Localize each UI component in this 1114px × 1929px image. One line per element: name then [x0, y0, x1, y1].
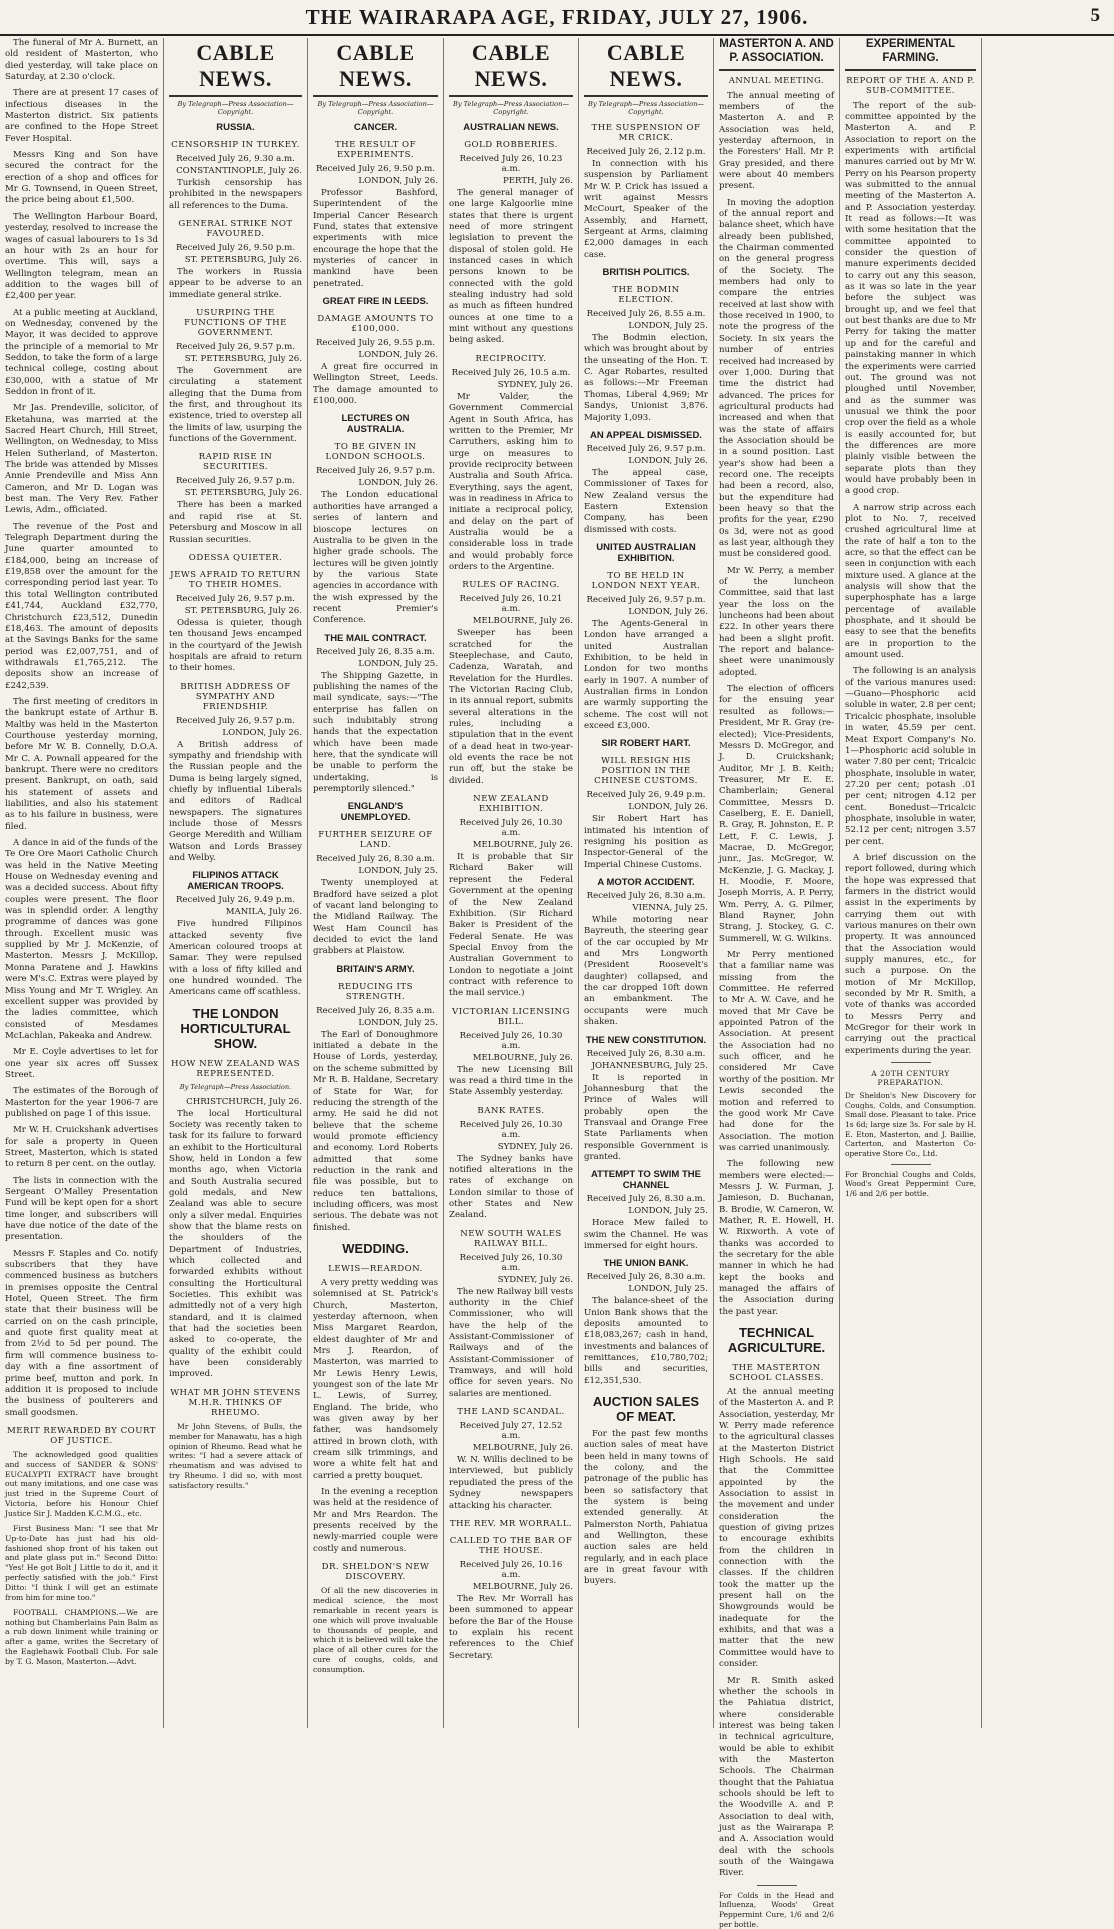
- advertisement-title: A 20TH CENTURY PREPARATION.: [871, 1069, 950, 1088]
- article-heading: FURTHER SEIZURE OF LAND.: [318, 830, 433, 851]
- paragraph: Turkish censorship has prohibited in the newspapers all references to the Duma.: [169, 178, 302, 211]
- place-line: MANILA, July 26.: [225, 907, 302, 918]
- place-line: LONDON, July 25.: [628, 1284, 708, 1295]
- article-title: EXPERIMENTAL FARMING.: [845, 38, 976, 71]
- cable-news-banner: CABLE NEWS.: [449, 38, 573, 97]
- article-heading: GENERAL STRIKE NOT FAVOURED.: [178, 219, 293, 240]
- article-heading: RAPID RISE IN SECURITIES.: [198, 452, 273, 473]
- paragraph: Twenty unemployed at Bradford have seized a plot of vacant land belonging to the Midland Railway. The West Ham Council has decided to evict the land grabbers at Plaistow.: [313, 878, 438, 957]
- column-cable-news-2: [308, 38, 443, 1728]
- dateline: Received July 26, 8.30 a.m.: [586, 891, 706, 902]
- paragraph: The funeral of Mr A. Burnett, an old resident of Masterton, who died yesterday, will take place on Saturday, at 2.30 o'clock.: [5, 38, 158, 83]
- article-heading: JEWS AFRAID TO RETURN TO THEIR HOMES.: [170, 569, 301, 590]
- article-heading: LEWIS—REARDON.: [328, 1263, 423, 1274]
- article-heading: CENSORSHIP IN TURKEY.: [171, 140, 300, 150]
- dateline: Received July 26, 9.50 p.m.: [315, 164, 436, 174]
- section-heading: THE NEW CONSTITUTION.: [585, 1034, 707, 1046]
- place-line: ST. PETERSBURG, July 26.: [184, 354, 302, 365]
- paragraph: The Wellington Harbour Board, yesterday, resolved to increase the wages of casual labourers to 1s 3d an hour with 2s an hour for overtime. This will, says a Wellington telegram, mean an addition to the wages bill of £2,400 per year.: [5, 211, 158, 302]
- article-heading: THE MASTERTON SCHOOL CLASSES.: [729, 1362, 824, 1383]
- place-line: LONDON, July 26.: [628, 802, 708, 813]
- dateline: Received July 26, 9.57 p.m.: [175, 342, 296, 353]
- paragraph: The Government are circulating a statement alleging that the Duma from the first, and throughout its existence, tried to overstep all the limits of law, usurping the functions of the Government.: [169, 366, 302, 445]
- paragraph: The Sydney banks have notified alterations in the rates of exchange on London similar to those of other States and New Zealand.: [449, 1153, 573, 1221]
- dateline: Received July 26, 8.35 a.m.: [316, 646, 435, 657]
- paragraph: The following is an analysis of the various manures used:—Guano—Phosphoric acid soluble in water, 2.8 per cent; Tricalcic phosphate, insoluble in water, 45.59 per cent. Meat Export Company's No. 1—Phosphoric acid soluble in water 7.80 per cent; Tricalcic phosphate, insoluble in water, 27.20 per cent; potash .01 per cent; nitrogen 4.12 per cent. Bonedust—Tricalcic phosphate, insoluble in water, 52.12 per cent; nitrogen 3.57 per cent.: [845, 666, 976, 847]
- article-heading: TO BE HELD IN LONDON NEXT YEAR.: [591, 570, 701, 591]
- paragraph: The local Horticultural Society was recently taken to task for its failure to forward an exhibit to the Horticultural Show, held in London a few months ago, when Victoria and South Australia secured gold medals, and New Zealand was able to secure only a silver medal. Enquiries show that the blame rests on the shoulders of the Department of Industries, which collected and forwarded exhibits without consulting the Horticultural Societies. This exhibit was admittedly not of a very high standard, and it is claimed that had the societies been asked to co-operate, the quality of the exhibit could have been considerably improved.: [169, 1108, 302, 1380]
- article-heading: THE REV. MR WORRALL.: [449, 1518, 573, 1529]
- paragraph: It is reported in Johannesburg that the Prince of Wales will probably open the Transvaal and Orange Free State Parliaments when responsible Government is granted.: [584, 1072, 708, 1162]
- advertisement: Mr John Stevens, of Bulls, the member for Manawatu, has a high opinion of Rheumo. Read what he writes: "I had a severe attack of rheumatism and was advised to try Rheumo. I did so, with most satisfactory results.": [169, 1421, 302, 1490]
- paragraph: A great fire occurred in Wellington Street, Leeds. The damage amounted to £100,000.: [313, 362, 438, 407]
- dateline: Received July 26, 10.30 a.m.: [459, 1030, 563, 1051]
- paragraph: The Bodmin election, which was brought about by the unseating of the Hon. T. C. Agar Robartes, resulted as follows:—Mr Freeman Thomas, Liberal 4,969; Mr Sandys, Unionist 3,876. Majority 1,093.: [584, 333, 708, 423]
- place-line: ST. PETERSBURG, July 26.: [184, 255, 302, 266]
- paragraph: Mr Perry mentioned that a familiar name was missing from the Committee. He referred to Mr A. W. Cave, and he moved that Mr Cave be appointed Patron of the Association. At present the Association had no such officer, and he considered Mr Cave worthy of the position. Mr Lewis seconded the motion and referred to the good work Mr Cave had done for the Association. The motion was carried unanimously.: [719, 950, 834, 1153]
- byline: By Telegraph—Press Association—Copyright.: [453, 100, 569, 116]
- paragraph: Mr Valder, the Government Commercial Agent in South Africa, has written to the Premier, Mr Carruthers, asking him to urge on measures to provide reciprocity between Australia and South Africa. Everything, says the agent, was in readiness in Africa to initiate a reciprocal policy, and delay on the part of Australia would be a considerable loss in trade and would probably force orders to the Argentine.: [449, 391, 573, 572]
- paragraph: The Earl of Donoughmore initiated a debate in the House of Lords, yesterday, on the scheme submitted by Mr R. B. Haldane, Secretary of State for War, for reducing the strength of the army. He said he did not believe that the scheme would promote efficiency and economy. Lord Roberts admitted that some reduction in the rank and file was possible, but to reduce ten battalions, including officers, was most serious. The debate was not finished.: [313, 1029, 438, 1233]
- byline: By Telegraph—Press Association.: [179, 1082, 292, 1091]
- dateline: Received July 27, 12.52 a.m.: [459, 1421, 563, 1442]
- place-line: MELBOURNE, July 26.: [472, 1052, 573, 1063]
- section-heading: A MOTOR ACCIDENT.: [597, 877, 695, 889]
- article-heading: WILL RESIGN HIS POSITION IN THE CHINESE CUSTOMS.: [594, 756, 698, 787]
- place-line: LONDON, July 26.: [628, 606, 708, 617]
- section-heading: AUSTRALIAN NEWS.: [463, 122, 559, 133]
- place-line: LONDON, July 25.: [358, 1017, 438, 1028]
- article-heading: THE BODMIN ELECTION.: [612, 285, 680, 306]
- dateline: Received July 26, 8.30 a.m.: [586, 1272, 706, 1283]
- place-line: LONDON, July 26.: [358, 176, 438, 186]
- advertisement: For Colds in the Head and Influenza, Woods' Great Peppermint Cure, 1/6 and 2/6 per bottle.: [719, 1890, 834, 1929]
- place-line: LONDON, July 26.: [628, 455, 708, 466]
- advertisement: Dr Sheldon's New Discovery for Coughs, Colds, and Consumption. Small dose. Pleasant to take. Price 1s 6d; large size 3s. For sale by H. E. Eton, Masterton, and J. Baillie, Carterton, and Masterton Co-operative Store Co., Ltd.: [845, 1091, 976, 1158]
- place-line: ST. PETERSBURG, July 26.: [184, 605, 302, 616]
- article-heading: RECIPROCITY.: [475, 353, 547, 364]
- paragraph: The report of the sub-committee appointed by the Masterton A. and P. Association to report on the experiments with artificial manures carried out by Mr W. Perry on his Pearson property was submitted to the annual meeting of the Masterton A. and P. Association yesterday. It read as follows:—It was with some hesitation that the committee appointed to consider the question of manure experiments decided to carry out any this season, as it was so late in the year before the subject was brought up, and we feel that out best thanks are due to Mr Perry for taking the matter up and for the careful and painstaking manner in which the experiments were carried out. The ground was not ploughed until November, and as the summer was unusual we think the poor crop over the field as a whole is easily accounted for, but the differences are more plainly visible between the separate plots than they would have probably been in a good crop.: [845, 100, 976, 497]
- article-title: MASTERTON A. AND P. ASSOCIATION.: [719, 38, 834, 71]
- advertisement: For Bronchial Coughs and Colds, Wood's Great Peppermint Cure, 1/6 and 2/6 per bottle.: [845, 1169, 976, 1198]
- article-heading: THE RESULT OF EXPERIMENTS.: [334, 140, 417, 160]
- dateline: Received July 26, 9.50 p.m.: [175, 243, 296, 254]
- byline: By Telegraph—Press Association—Copyright.: [177, 100, 294, 116]
- place-line: PERTH, July 26.: [502, 176, 573, 186]
- place-line: MELBOURNE, July 26.: [472, 1581, 573, 1592]
- paragraph: There has been a marked and rapid rise at St. Petersburg and Moscow in all Russian securities.: [169, 500, 302, 545]
- paragraph: The revenue of the Post and Telegraph Department during the June quarter amounted to £184,000, being an increase of £19,858 over the amount for the corresponding period last year. To this total Wellington contributed £41,744, Auckland £32,770, Christchurch £23,512, Dunedin £18,463. The amount of deposits at the Savings Banks for the same period was £2,007,751, and of withdrawals £1,765,212. The deposits show an increase of £242,539.: [5, 521, 158, 691]
- article-heading: NEW ZEALAND EXHIBITION.: [473, 794, 549, 815]
- article-subtitle: ANNUAL MEETING.: [728, 74, 825, 85]
- separator: [891, 1062, 931, 1063]
- advertisement: FOOTBALL CHAMPIONS.—We are nothing but Chamberlains Pain Balm as a rub down liniment while training or after a game, writes the Secretary of the Eaglehawk Football Club. For sale by T. G. Mason, Masterton.—Advt.: [5, 1607, 158, 1667]
- column-experimental-farming: [840, 38, 981, 1728]
- article-heading: HOW NEW ZEALAND WAS REPRESENTED.: [171, 1058, 300, 1079]
- dateline: Received July 26, 10.21 a.m.: [459, 594, 563, 615]
- cable-news-banner: CABLE NEWS.: [584, 38, 708, 97]
- dateline: Received July 26, 10.5 a.m.: [451, 367, 571, 378]
- column-rule: [981, 38, 982, 1728]
- dateline: Received July 26, 10.30 a.m.: [459, 1252, 563, 1273]
- section-heading: THE MAIL CONTRACT.: [324, 632, 427, 644]
- paragraph: Messrs F. Staples and Co. notify subscribers that they have commenced business as butchers in premises opposite the Central Hotel, Queen Street. The firm state that their business will be carried on on the cash principle, and quote first quality meat at from 2½d to 5d per pound. The firm will commence business to-day with a fine assortment of prime beef, mutton and pork. In addition it is proposed to include the business of poulterers and small goodsmen.: [5, 1248, 158, 1418]
- article-heading: THE LAND SCANDAL.: [457, 1407, 565, 1418]
- paragraph: In connection with his suspension by Parliament Mr W. P. Crick has issued a writ against Messrs McCourt, Speaker of the Assembly, and Harnett, Sergeant at Arms, claiming £2,000 damages in each case.: [584, 159, 708, 260]
- place-line: MELBOURNE, July 26.: [472, 1443, 573, 1454]
- dateline: Received July 26, 8.30 a.m.: [586, 1048, 706, 1059]
- dateline: Received July 26, 9.57 p.m.: [586, 594, 706, 605]
- section-heading: ENGLAND'S UNEMPLOYED.: [340, 801, 411, 824]
- dateline: Received July 26, 9.55 p.m.: [315, 338, 436, 349]
- separator: [757, 1885, 797, 1886]
- place-line: LONDON, July 26.: [358, 478, 438, 489]
- paragraph: The election of officers for the ensuing year resulted as follows:—President, Mr R. Gray (re-elected); Vice-Presidents, Messrs D. McGregor, and J. D. Cruickshank; Auditor, Mr J. B. Keith; Treasurer, Mr E. E. Chamberlain; General Committee, Messrs D. Caselberg, E. E. Daniell, R. Gray, R. Johnston, E. P. Lett, F. C. Lewis, J. Macrae, D. McGregor, junr., Jas. McGregor, W. McKenzie, J. G. Mackay, J. H. Moodie, F. Moore, Joseph Morris, A. P. Perry, Wm. Perry, A. G. Pilmer, Bland Rayner, John Strang, J. Stockey, G. C. Summerell, W. G. Wilkins.: [719, 684, 834, 944]
- dateline: Received July 26, 10.23 a.m.: [459, 154, 563, 174]
- column-cable-news-1: [164, 38, 307, 1728]
- paragraph: At a public meeting at Auckland, on Wednesday, convened by the Mayor, it was decided to approve the principle of a memorial to Mr Seddon, to take the form of a large technical college, costing about £30,000, with a statue of Mr Seddon in front of it.: [5, 307, 158, 397]
- place-line: VIENNA, July 25.: [632, 903, 708, 914]
- paragraph: The London educational authorities have arranged a series of lantern and bioscope lectures on Australia to be given in the higher grade schools. The lectures will be given jointly by the various State agencies in accordance with the wish expressed by the recent Premier's Conference.: [313, 490, 438, 626]
- paragraph: The appeal case, Commissioner of Taxes for New Zealand versus the Eastern Extension Company, has been dismissed with costs.: [584, 467, 708, 535]
- place-line: SYDNEY, July 26.: [497, 379, 573, 390]
- article-heading: BANK RATES.: [477, 1105, 545, 1116]
- byline: By Telegraph—Press Association—Copyright.: [317, 100, 434, 116]
- column-association: [714, 38, 839, 1929]
- section-heading: FILIPINOS ATTACK AMERICAN TROOPS.: [187, 870, 284, 893]
- paragraph: Messrs King and Son have secured the contract for the erection of a shop and offices for Mr G. Townsend, in Queen Street, the price being about £1,500.: [5, 150, 158, 206]
- article-heading: GOLD ROBBERIES.: [464, 140, 558, 150]
- article-heading: REDUCING ITS STRENGTH.: [338, 981, 413, 1002]
- dateline: Received July 26, 10.30 a.m.: [459, 1119, 563, 1140]
- paragraph: Odessa is quieter, though ten thousand Jews encamped in the courtyard of the Jewish hospitals are afraid to return to their homes.: [169, 617, 302, 674]
- dateline: Received July 26, 9.49 p.m.: [175, 895, 296, 906]
- advertisement: The acknowledged good qualities and success of SANDER & SONS' EUCALYPTI EXTRACT have brought out many imitations, and one case was just tried in the Supreme Court of Victoria, before his Honour Chief Justice Sir J. Madden K.C.M.G., etc.: [5, 1449, 158, 1519]
- section-heading: LECTURES ON AUSTRALIA.: [341, 413, 410, 436]
- section-heading: UNITED AUSTRALIAN EXHIBITION.: [596, 541, 696, 564]
- cable-news-banner: CABLE NEWS.: [313, 38, 438, 97]
- masthead: [0, 0, 1114, 36]
- dateline: Received July 26, 8.30 a.m.: [316, 854, 435, 865]
- paragraph: The lists in connection with the Sergeant O'Malley Presentation Fund will be kept open for a short time longer, and subscribers will have due notice of the date of the presentation.: [5, 1175, 158, 1243]
- place-line: ST. PETERSBURG, July 26.: [184, 488, 302, 499]
- paragraph: Horace Mew failed to swim the Channel. He was immersed for eight hours.: [584, 1218, 708, 1251]
- dateline: Received July 26, 9.57 p.m.: [175, 715, 296, 726]
- dateline: Received July 26, 10.30 a.m.: [459, 818, 563, 839]
- article-subtitle: REPORT OF THE A. AND P. SUB-COMMITTEE.: [846, 74, 975, 95]
- article-heading: ODESSA QUIETER.: [188, 552, 283, 563]
- place-line: SYDNEY, July 26.: [497, 1274, 573, 1285]
- paragraph: For the past few months auction sales of meat have been held in many towns of the colony, and the patronage of the public has been so satisfactory that the system is being extended generally. At Palmerston North, Pahiatua and Wellington, these auction sales are held regularly, and in each place are in great favour with buyers.: [584, 1428, 708, 1587]
- article-heading: WHAT MR JOHN STEVENS M.H.R. THINKS OF RHEUMO.: [170, 1387, 301, 1418]
- article-heading: TO BE GIVEN IN LONDON SCHOOLS.: [325, 442, 426, 463]
- section-heading: BRITISH POLITICS.: [602, 267, 690, 279]
- article-heading: THE SUSPENSION OF MR CRICK.: [591, 123, 701, 143]
- column-local-news: [0, 38, 163, 1728]
- section-heading: AUCTION SALES OF MEAT.: [592, 1394, 700, 1424]
- paragraph: Five hundred Filipinos attacked seventy five American coloured troops at Samar. They were repulsed with a loss of fifty killed and one hundred wounded. The Americans came off scathless.: [169, 919, 302, 998]
- dateline: Received July 26, 9.57 p.m.: [175, 476, 296, 487]
- dateline: Received July 26, 9.49 p.m.: [586, 790, 706, 801]
- cable-news-banner: CABLE NEWS.: [169, 38, 302, 97]
- place-line: MELBOURNE, July 26.: [472, 616, 573, 627]
- paragraph: The balance-sheet of the Union Bank shows that the deposits amounted to £18,083,267; cash in hand, investments and balances of remittances, £10,780,702; bills and securities, £12,351,530.: [584, 1296, 708, 1386]
- dateline: Received July 26, 8.55 a.m.: [586, 309, 706, 320]
- article-heading: VICTORIAN LICENSING BILL.: [452, 1006, 570, 1027]
- section-heading: MERIT REWARDED BY COURT OF JUSTICE.: [7, 1425, 156, 1446]
- paragraph: At the annual meeting of the Masterton A. and P. Association, yesterday, Mr W. Perry made reference to the agricultural classes at the Masterton District High Schools. He said that the Committee appointed by the Association to assist in the movement and under consideration the question of giving prizes to encourage exhibits from the children in connection with the classes. If the children took the matter up the present hall on the Showgrounds would be inadequate for the exhibits, and that was a matter that the new Committee would have to consider.: [719, 1386, 834, 1670]
- paragraph: While motoring near Bayreuth, the steering gear of the car occupied by Mr and Mrs Longworth (President Roosevelt's daughter) collapsed, and the car dropped 10ft down an embankment. The occupants were much shaken.: [584, 915, 708, 1028]
- dateline: Received July 26, 8.30 a.m.: [586, 1194, 706, 1205]
- paragraph: The Shipping Gazette, in publishing the names of the mail syndicate, says:—"The enterprise has fallen on such indubitably strong hands that the expectation which have been made here, that the syndicate will be unable to perform the undertaking, is peremptorily silenced.": [313, 670, 438, 795]
- paragraph: The Agents-General in London have arranged a united Australian Exhibition, to be held in London for two months early in 1907. A number of Australian firms in London are warmly supporting the scheme. The cost will not exceed £3,000.: [584, 618, 708, 731]
- dateline: Received July 26, 10.16 a.m.: [459, 1559, 563, 1580]
- place-line: CHRISTCHURCH, July 26.: [186, 1096, 302, 1107]
- place-line: LONDON, July 25.: [358, 658, 438, 669]
- section-heading: BRITAIN'S ARMY.: [336, 963, 415, 975]
- advertisement: First Business Man: "I see that Mr Up-to-Date has just had his old-fashioned shop front of his taken out and plate glass put in." Second Ditto: "Yes! He got Bolt J Little to do it, and it perfectly satisfied with the job." First Ditto: "I think I will get an estimate from him for mine too.": [5, 1523, 158, 1602]
- article-heading: RULES OF RACING.: [462, 580, 560, 591]
- column-cable-news-3: [444, 38, 578, 1728]
- paragraph: The first meeting of creditors in the bankrupt estate of Arthur B. Maltby was held in the Masterton Courthouse yesterday morning, before Mr W. B. Connelly, D.O.A. Mr C. A. Pownall appeared for the bankrupt. There were no creditors present. Bankrupt, on oath, said his statement of assets and liabilities, and also his statement as to his failure in business, were filed.: [5, 696, 158, 832]
- paragraph: A brief discussion on the report followed, during which the hope was expressed that farmers in the district would assist in the experiments by carrying them out with various manures on their own property. It was announced that the Association would supply manures, etc., for such a purpose. On the motion of Mr McKillop, seconded by Mr R. Smith, a vote of thanks was accorded to Messrs Perry and McGregor for their work in carrying out the practical experiments during the year.: [845, 852, 976, 1056]
- section-heading: SIR ROBERT HART.: [601, 738, 691, 750]
- place-line: CONSTANTINOPLE, July 26.: [176, 166, 302, 176]
- paragraph: The workers in Russia appear to be adverse to an immediate general strike.: [169, 267, 302, 300]
- paragraph: Mr R. Smith asked whether the schools in the Pahiatua district, where considerable interest was being taken in technical agriculture, would be able to exhibit with the Masterton Schools. The Chairman thought that the Pahiatua schools should be left to the Woodville A. and P. Association to deal with, just as the Wairarapa P. and A. Association would deal with the schools south of the Waingawa River.: [719, 1675, 834, 1879]
- section-heading: AN APPEAL DISMISSED.: [590, 429, 702, 441]
- article-heading: DR. SHELDON'S NEW DISCOVERY.: [321, 1562, 430, 1583]
- place-line: JOHANNESBURG, July 25.: [591, 1060, 708, 1071]
- paragraph: A dance in aid of the funds of the Te Ore Ore Maori Catholic Church was held in the Native Meeting House on Wednesday evening and was a decided success. About fifty couples were present. The floor was in splendid order. A lengthy programme of dances was gone through. Excellent music was supplied by Mr J. McKenzie, of Masterton. Messrs J. McKillop, Monna Paratene and J. Hawkins were M's.C. Extras were played by Miss Young and Mr T. Wrigley. An excellent supper was provided by the ladies committee, which consisted of Mesdames McLachlan, Pakeaka and Andrew.: [5, 838, 158, 1041]
- dateline: Received July 26, 9.30 a.m.: [176, 154, 295, 164]
- paragraph: A British address of sympathy and friendship with the Russian people and the Duma is being largely signed, chiefly by influential Liberals and editors of Radical newspapers. The signatures include those of Messrs George Meredith and William Watson and Lords Brassey and Welby.: [169, 739, 302, 863]
- section-heading: WEDDING.: [342, 1240, 409, 1256]
- article-heading: USURPING THE FUNCTIONS OF THE GOVERNMENT.: [184, 308, 287, 339]
- paragraph: The Rev. Mr Worrall has been summoned to appear before the Bar of the House to explain his recent references to the Chief Secretary.: [449, 1593, 573, 1661]
- section-heading: CANCER.: [353, 122, 398, 133]
- paragraph: The estimates of the Borough of Masterton for the year 1906-7 are published on page 1 of this issue.: [5, 1086, 158, 1119]
- paragraph: The new Licensing Bill was read a third time in the State Assembly yesterday.: [449, 1064, 573, 1098]
- section-heading: RUSSIA.: [216, 122, 255, 133]
- article-heading: NEW SOUTH WALES RAILWAY BILL.: [460, 1228, 562, 1249]
- article-heading: DAMAGE AMOUNTS TO £100,000.: [317, 314, 434, 335]
- paragraph: W. N. Willis declined to be interviewed, but publicly repudiated the press of the Sydney newspapers attacking his character.: [449, 1455, 573, 1511]
- page-number: 5: [1090, 5, 1100, 26]
- dateline: Received July 26, 9.57 p.m.: [586, 443, 706, 454]
- paragraph: Professor Bashford, Superintendent of the Imperial Cancer Research Fund, states that extensive experiments with mice encourage the hope that the mysteries of cancer in mankind have been penetrated.: [313, 188, 438, 289]
- dateline: Received July 26, 8.35 a.m.: [316, 1005, 435, 1016]
- paragraph: A narrow strip across each plot to No. 7, received crushed agricultural lime at the rate of half a ton to the acre, so that the effect can be seen in conjunction with each mixture used. A glance at the analysis will show that the superphosphate has a large percentage of available phosphate, and it should be easy to see that the benefits are in proportion to the amount used.: [845, 502, 976, 661]
- place-line: LONDON, July 26.: [358, 350, 438, 361]
- article-heading: CALLED TO THE BAR OF THE HOUSE.: [449, 1535, 573, 1556]
- separator: [891, 1164, 931, 1165]
- paragraph: Mr W. H. Cruickshank advertises for sale a property in Queen Street, Masterton, which is stated to return 8 per cent. on the outlay.: [5, 1125, 158, 1170]
- place-line: LONDON, July 26.: [222, 727, 302, 738]
- section-heading: THE LONDON HORTICULTURAL SHOW.: [180, 1005, 291, 1051]
- byline: By Telegraph—Press Association—Copyright.: [588, 100, 704, 116]
- section-heading: ATTEMPT TO SWIM THE CHANNEL: [591, 1169, 701, 1192]
- section-heading: TECHNICAL AGRICULTURE.: [727, 1325, 826, 1355]
- paragraph: The following new members were elected:—Messrs J. W. Furman, J. Jamieson, D. Buchanan, B. Brodie, W. Cameron, W. Mather, R. E. Howell, H. W. Rixworth. A vote of thanks was accorded to the secretary for the able manner in which he had kept the books and managed the affairs of the Association during the past year.: [719, 1159, 834, 1317]
- section-heading: GREAT FIRE IN LEEDS.: [322, 296, 429, 308]
- column-cable-news-4: [579, 38, 713, 1728]
- place-line: LONDON, July 25.: [628, 1206, 708, 1217]
- paragraph: There are at present 17 cases of infectious diseases in the Masterton district. Six patients are confined to the Hope Street Fever Hospital.: [5, 88, 158, 144]
- article-heading: BRITISH ADDRESS OF SYMPATHY AND FRIENDSHIP.: [180, 681, 291, 712]
- paragraph: The general manager of one large Kalgoorlie mine states that there is urgent need of more stringent legislation to prevent the disposal of stolen gold. He instanced cases in which persons known to be connected with the gold stealing industry had sold as much as fifteen hundred ounces at one time to a mint without any questions being asked.: [449, 188, 573, 346]
- paragraph: In the evening a reception was held at the residence of Mr and Mrs Reardon. The presents received by the newly-married couple were costly and numerous.: [313, 1487, 438, 1554]
- paragraph: Sweeper has been scratched for the Steeplechase, and Cauto, Cadenza, Waratah, and Revelation for the Hurdles. The Victorian Racing Club, in its annual report, submits several alterations in the rules, including a stipulation that in the event of a dead heat in two-year-old events the race be not run off, but the stake be divided.: [449, 628, 573, 786]
- paragraph: It is probable that Sir Richard Baker will represent the Federal Government at the opening of the New Zealand Exhibition. (Sir Richard Baker is President of the Federal Senate. He was Special Envoy from the Australian Government to London to negotiate a joint contract with reference to the mail service.): [449, 852, 573, 999]
- paragraph: A very pretty wedding was solemnised at St. Patrick's Church, Masterton, yesterday afternoon, when Miss Margaret Reardon, eldest daughter of Mr and Mrs J. Reardon, of Masterton, was married to Mr Lewis Henry Lewis, youngest son of the late Mr L. Lewis, of Surrey, England. The bride, who was given away by her father, was handsomely attired in brown cloth, with cream silk trimmings, and wore a white felt hat and carried a pretty bouquet.: [313, 1277, 438, 1481]
- paragraph: In moving the adoption of the annual report and balance sheet, which have already been published, the Chairman commented on the general progress of the Society. The members had only to compare the entries received at last show with those received in 1900, to note the progress of the Society. In six years the number of entries received had increased by over 1,000. During that time the district had advanced. The prices for agricultural products had increased and when that was the state of affairs the Association should be in a sound position. Last year's show had been a record one. The receipts had been a record, also, but the expenditure had been heavy so that the profits for the year, £290 0s 3d, were not as good as last year, although they must be considered good.: [719, 197, 835, 560]
- dateline: Received July 26, 9.57 p.m.: [175, 593, 296, 604]
- masthead-title: THE WAIRARAPA AGE, FRIDAY, JULY 27, 1906.: [305, 5, 809, 29]
- dateline: Received July 26, 2.12 p.m.: [586, 147, 706, 157]
- place-line: LONDON, July 25.: [358, 866, 438, 877]
- place-line: LONDON, July 25.: [628, 321, 708, 332]
- advertisement: Of all the new discoveries in medical science, the most remarkable in recent years is one which will prove invaluable to thousands of people, and which it is believed will take the place of all other cures for the cure of coughs, colds, and consumption.: [313, 1586, 438, 1675]
- place-line: SYDNEY, July 26.: [497, 1141, 573, 1152]
- paragraph: Mr Jas. Prendeville, solicitor, of Eketahuna, was married at the Sacred Heart Church, Hill Street, Wellington, on Wednesday, to Miss Helen Sutherland, of Masterton. The bride was attended by Misses Annie Prendeville and Miss Ann Cameron, and Mr D. Logan was best man. The Very Rev. Father Lewis, Adm., officiated.: [5, 403, 158, 516]
- place-line: MELBOURNE, July 26.: [472, 840, 573, 851]
- paragraph: Mr W. Perry, a member of the luncheon Committee, said that last year the loss on the luncheons had been about £22. In other years there had been a slight profit. The report and balance-sheet were unanimously adopted.: [719, 565, 834, 678]
- dateline: Received July 26, 9.57 p.m.: [315, 466, 436, 477]
- paragraph: Mr E. Coyle advertises to let for one year six acres off Sussex Street.: [5, 1047, 158, 1080]
- section-heading: THE UNION BANK.: [603, 1258, 689, 1270]
- paragraph: The annual meeting of members of the Masterton A. and P. Association was held, yesterday afternoon, in the Foresters' Hall. Mr P. Gray presided, and there were about 40 members present.: [719, 90, 834, 192]
- paragraph: Sir Robert Hart has intimated his intention of resigning his position as Inspector-General of the Imperial Chinese Customs.: [584, 814, 708, 870]
- paragraph: The new Railway bill vests authority in the Chief Commissioner, who will have the help of the Assistant-Commissioner of Railways and of the Assistant-Commissioner of Tramways, and will hold office for seven years. No salaries are mentioned.: [449, 1286, 573, 1399]
